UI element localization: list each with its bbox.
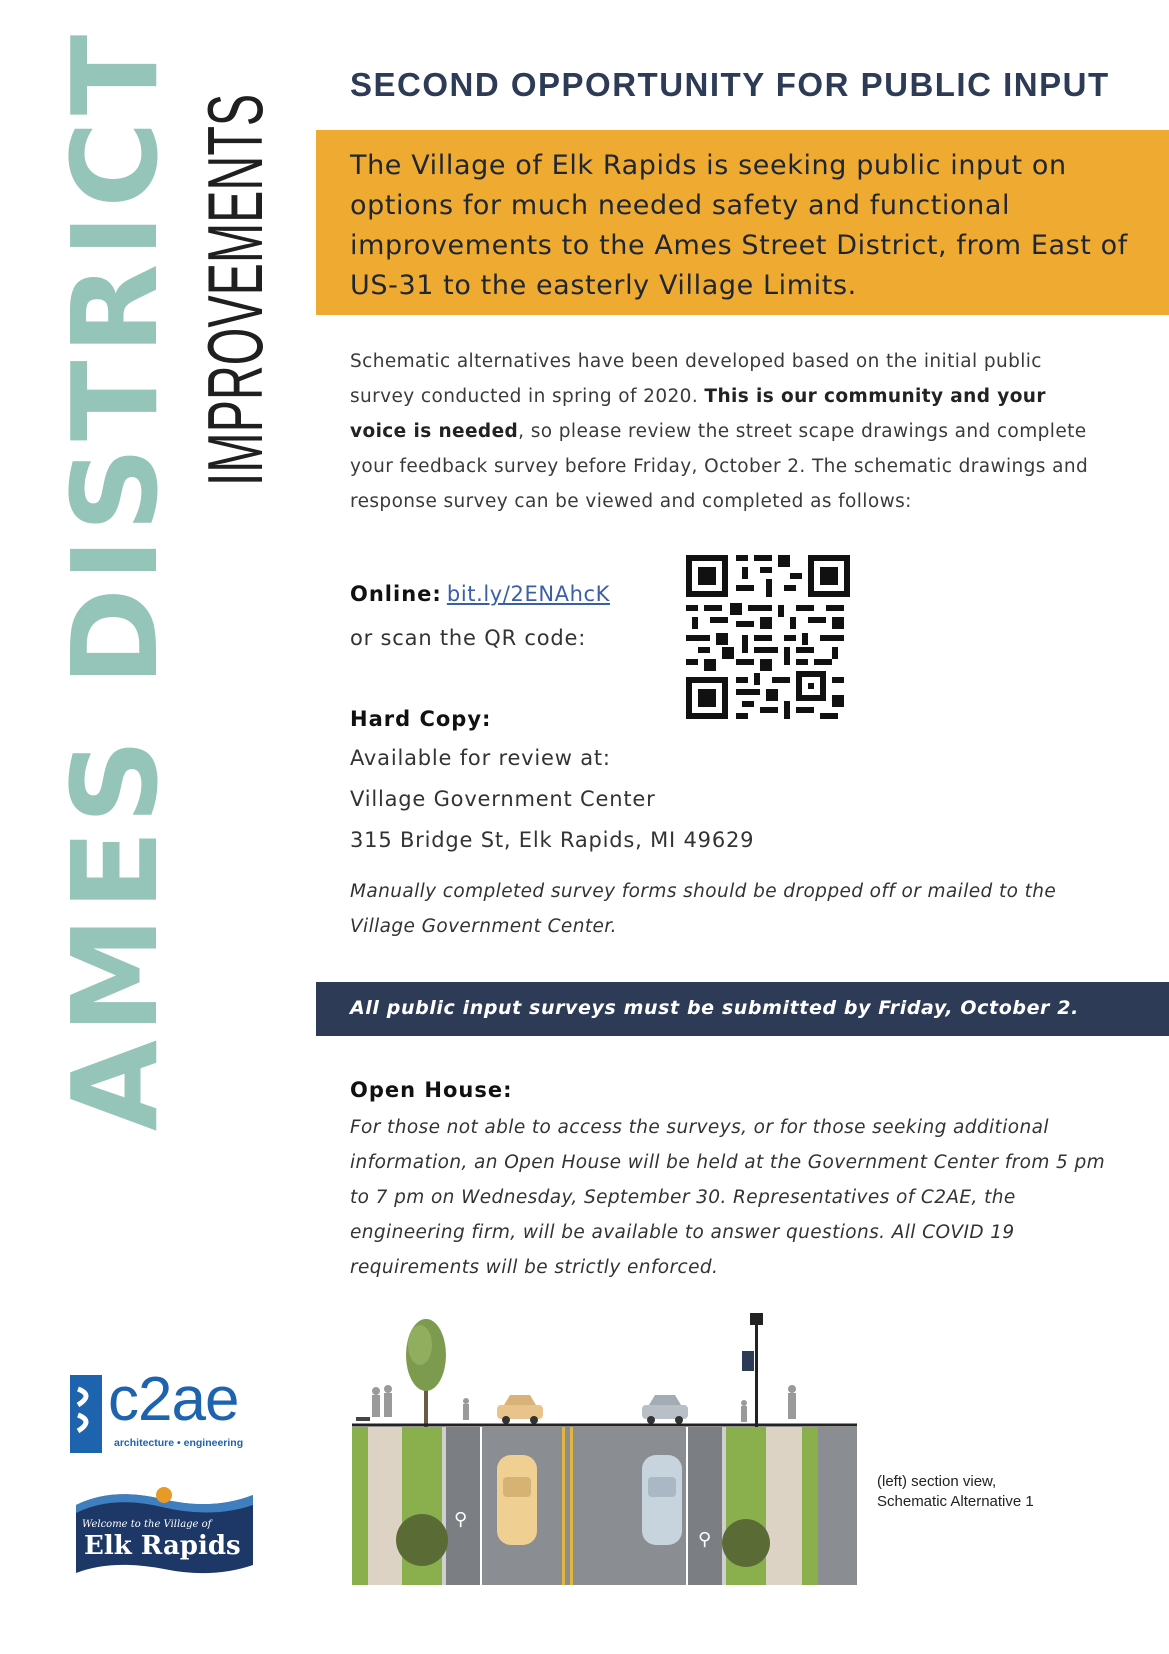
side-subtitle: IMPROVEMENTS — [191, 93, 279, 487]
caption-line: (left) section view, — [877, 1473, 997, 1490]
hard-copy-line: Available for review at: — [350, 746, 611, 770]
body-text-part2: , so please review the street scape drawings and complete your feedback survey before Friday, October 2. The schematic drawings and response survey can be viewed and completed as follows: — [350, 421, 1089, 512]
survey-link[interactable]: bit.ly/2ENAhcK — [446, 582, 611, 606]
intro-line: options for much needed safety and functional — [350, 190, 1011, 221]
c2ae-logo — [70, 1365, 270, 1455]
elk-rapids-welcome: Welcome to the Village of — [82, 1519, 212, 1530]
intro-line: improvements to the Ames Street District, from East of — [350, 230, 1128, 261]
body-paragraph — [350, 344, 1090, 519]
c2ae-logo-mark — [70, 1375, 102, 1453]
car-elevation-right — [642, 1395, 688, 1424]
open-house-label: Open House: — [350, 1078, 513, 1102]
elevation-view — [352, 1313, 857, 1435]
svg-text:⚲: ⚲ — [698, 1529, 712, 1550]
elk-rapids-name: Elk Rapids — [84, 1531, 241, 1561]
hard-copy-label: Hard Copy: — [350, 707, 492, 731]
illustration-caption — [877, 1472, 1034, 1512]
c2ae-tagline: architecture • engineering — [114, 1437, 244, 1449]
scan-qr-text: or scan the QR code: — [350, 626, 587, 650]
online-line — [350, 582, 610, 606]
online-label: Online: — [350, 582, 442, 606]
intro-text — [350, 146, 1150, 306]
deadline-text: All public input surveys must be submitted by Friday, October 2. — [350, 997, 1079, 1019]
svg-text:⚲: ⚲ — [454, 1509, 468, 1530]
page-title: SECOND OPPORTUNITY FOR PUBLIC INPUT — [350, 66, 1110, 103]
intro-line: The Village of Elk Rapids is seeking public input on — [350, 150, 1067, 181]
side-subtitle-container — [191, 70, 279, 510]
hard-copy-line: Village Government Center — [350, 787, 656, 811]
qr-code[interactable] — [686, 555, 850, 719]
body-text-part1: Schematic alternatives have been developed based on the initial public survey conducted in spring of 2020. — [350, 351, 1042, 407]
hard-copy-note: Manually completed survey forms should be dropped off or mailed to the Village Government Center. — [350, 881, 1057, 937]
c2ae-wordmark: c2ae — [108, 1365, 239, 1434]
intro-line: US-31 to the easterly Village Limits. — [350, 270, 857, 301]
street-section-illustration — [352, 1305, 857, 1585]
plan-view — [352, 1427, 857, 1585]
caption-line: Schematic Alternative 1 — [877, 1493, 1034, 1510]
side-title-container — [45, 28, 185, 1132]
body-text-bold: This is our community and your voice is needed — [350, 386, 1046, 442]
hard-copy-address: 315 Bridge St, Elk Rapids, MI 49629 — [350, 828, 755, 852]
car-elevation-left — [497, 1395, 543, 1424]
open-house-text: For those not able to access the surveys, or for those seeking additional information, an Open House will be held at the Government Center from 5 pm to 7 pm on Wednesday, September 30. Representatives of C2AE, the engineering firm, will be available to answer questions. All COVID 19 requirements will be strictly enforced. — [350, 1117, 1106, 1278]
side-title: AMES DISTRICT — [46, 28, 184, 1132]
elk-rapids-logo — [72, 1485, 257, 1577]
